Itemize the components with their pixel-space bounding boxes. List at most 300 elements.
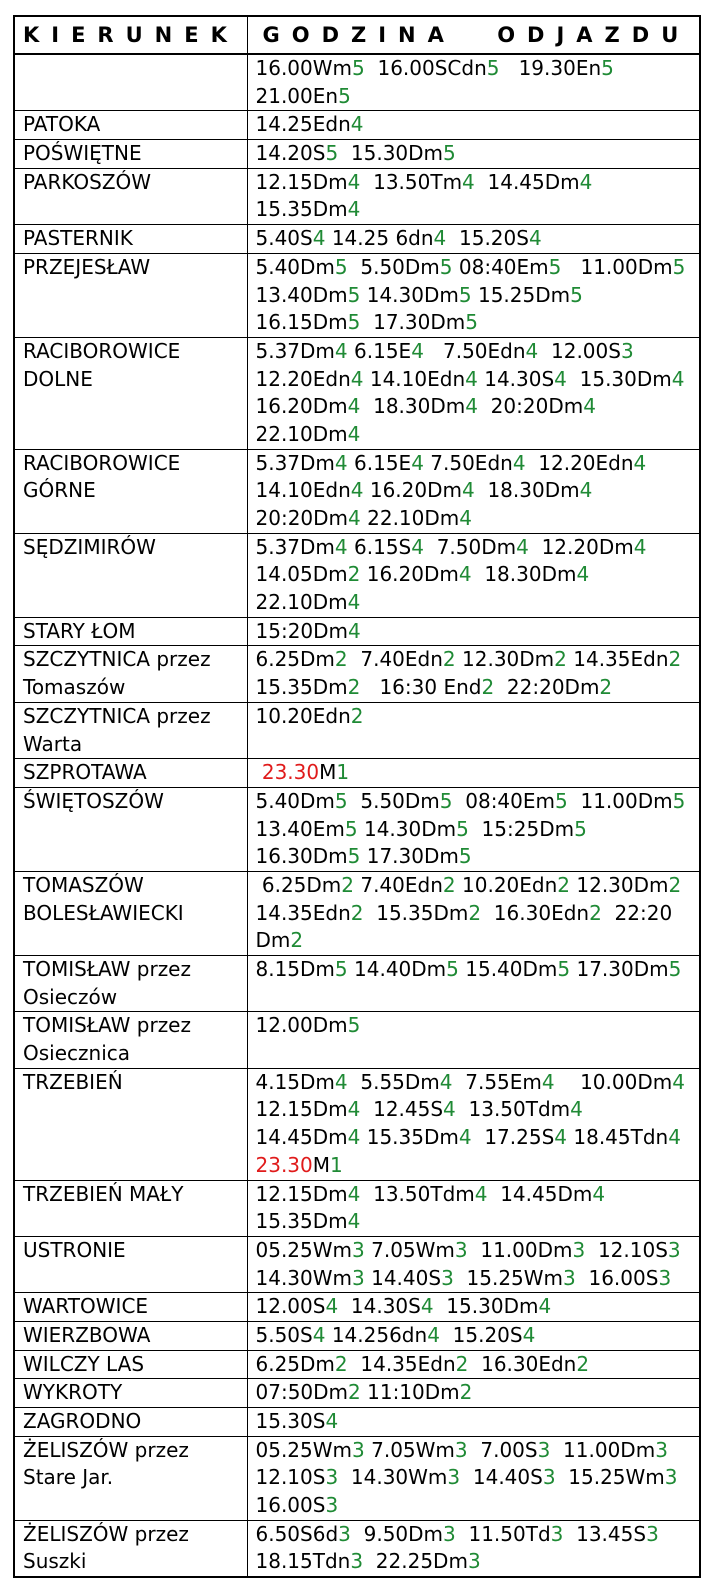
departure-time-text: 14.30S — [338, 1294, 421, 1319]
departure-time-text: 08:40Em — [452, 788, 556, 813]
route-number: 4 — [516, 534, 529, 559]
departure-times-line — [256, 816, 695, 844]
route-number: 4 — [350, 478, 364, 503]
departure-time-text: 16.00Wm — [255, 56, 353, 80]
departure-times-cell — [247, 140, 700, 169]
departure-time-text: 14.05Dm — [255, 562, 348, 587]
direction-cell — [14, 168, 247, 224]
direction-name: WIERZBOWA — [23, 1322, 151, 1347]
departure-times-line — [256, 366, 695, 394]
departure-time-text: 6.15E — [347, 450, 412, 475]
route-number: 4 — [325, 1409, 339, 1433]
direction-name: POŚWIĘTNE — [23, 141, 142, 166]
route-number: 4 — [427, 1322, 440, 1347]
departure-time-text: 6.25Dm — [255, 1351, 335, 1376]
departure-times-line — [256, 1181, 695, 1209]
departure-time-text: 5.40Dm — [255, 788, 335, 813]
departure-times-line — [256, 1521, 695, 1549]
direction-name: GÓRNE — [23, 478, 96, 503]
route-number: 2 — [442, 872, 456, 897]
timetable-row — [14, 1520, 700, 1577]
route-number: 3 — [620, 338, 634, 363]
direction-cell — [14, 449, 247, 533]
departure-times-line — [256, 703, 695, 731]
departure-time-text: 6.25Dm — [255, 872, 342, 897]
departure-times-cell — [247, 1293, 700, 1322]
direction-name: WYKROTY — [23, 1380, 123, 1405]
departure-time-text: 5.50Dm — [347, 788, 440, 813]
departure-time-text: 13.45S — [563, 1521, 647, 1546]
departure-time-text: 12.10S — [585, 1237, 668, 1262]
route-number: 3 — [352, 1265, 365, 1290]
route-number: 4 — [334, 1069, 348, 1094]
departure-time-text: 13.40Dm — [255, 282, 348, 307]
route-number: 4 — [347, 421, 361, 446]
departure-time-text: 11.00Dm — [567, 788, 673, 813]
departure-times-cell — [247, 1321, 700, 1350]
route-number: 4 — [348, 618, 361, 643]
highlighted-time: 23.30 — [261, 760, 320, 785]
route-number: 2 — [347, 562, 361, 587]
route-number: 4 — [347, 394, 361, 419]
route-number: 3 — [447, 1465, 461, 1490]
timetable-row — [14, 787, 700, 871]
departure-time-text: 12.00S — [255, 1294, 326, 1319]
departure-times-line — [256, 1208, 695, 1236]
departure-time-text: 15:20Dm — [255, 618, 349, 643]
departure-time-text: 6.25Dm — [255, 647, 335, 672]
departure-time-text: 15:25Dm — [468, 816, 575, 841]
departure-time-text: 15.25Dm — [471, 282, 571, 307]
route-number: 2 — [557, 872, 571, 897]
header-direction: KIERUNEK — [14, 16, 247, 54]
timetable-row — [14, 1068, 700, 1180]
departure-times-line — [256, 505, 695, 533]
departure-time-text: 14.40Dm — [347, 957, 447, 981]
route-number: 3 — [467, 1549, 481, 1574]
route-number: 4 — [312, 1322, 326, 1347]
direction-cell — [14, 1520, 247, 1577]
route-number: 4 — [668, 1125, 681, 1150]
route-number: 2 — [459, 1380, 473, 1405]
direction-cell — [14, 337, 247, 449]
route-number: 4 — [576, 562, 590, 587]
route-number: 4 — [522, 1322, 536, 1347]
departure-time-text: 15.20S — [439, 1322, 523, 1347]
route-number: 4 — [348, 506, 361, 530]
departure-times-line — [256, 338, 695, 366]
timetable-row — [14, 140, 700, 169]
departure-time-text: 5.37Dm — [255, 338, 335, 363]
timetable-row — [14, 617, 700, 646]
departure-time-text: 18.30Dm — [471, 562, 577, 587]
direction-name: Osiecznica — [23, 1041, 131, 1066]
departure-times-line — [256, 196, 695, 224]
direction-name: WARTOWICE — [23, 1294, 149, 1319]
route-number: 5 — [334, 957, 348, 981]
route-number: 2 — [442, 647, 456, 672]
departure-time-text: 14.30Wm — [338, 1465, 448, 1490]
departure-time-text: 16.20Dm — [255, 394, 348, 419]
route-number: 4 — [462, 169, 475, 194]
departure-time-text: 22.10Dm — [255, 590, 348, 615]
route-number: 4 — [583, 394, 596, 419]
route-number: 4 — [672, 1069, 685, 1094]
direction-name: Warta — [23, 731, 83, 756]
departure-time-text: 7.40Edn — [347, 647, 443, 672]
departure-times-line — [256, 421, 695, 449]
route-number: 2 — [350, 900, 364, 925]
route-number: 3 — [338, 1521, 351, 1546]
departure-times-cell — [247, 1236, 700, 1292]
departure-time-text: 22.10Dm — [255, 421, 348, 446]
departure-time-text: 14.256dn — [325, 1322, 428, 1347]
direction-cell — [14, 140, 247, 169]
route-number: 3 — [352, 1437, 365, 1462]
direction-name: USTRONIE — [23, 1237, 126, 1262]
route-number: 4 — [525, 338, 539, 363]
direction-name: SĘDZIMIRÓW — [23, 534, 156, 559]
departure-times-cell — [247, 1350, 700, 1379]
departure-time-text: 6.15E — [347, 338, 412, 363]
direction-name: RACIBOROWICE — [23, 338, 181, 363]
departure-time-text: 22.10Dm — [360, 506, 460, 530]
direction-cell — [14, 1068, 247, 1180]
departure-times-line — [256, 225, 695, 253]
departure-time-text: 5.40S — [255, 226, 313, 251]
departure-time-text: 18.45Tdn — [567, 1125, 669, 1150]
timetable-row — [14, 1321, 700, 1350]
route-number: 3 — [542, 1465, 556, 1490]
departure-time-text: 7.05Wm — [364, 1237, 455, 1262]
route-number: 4 — [538, 1294, 552, 1319]
direction-cell — [14, 871, 247, 955]
route-number: 5 — [672, 254, 686, 279]
direction-cell — [14, 111, 247, 140]
departure-time-text: 16.20Dm — [363, 478, 462, 503]
departure-times-line — [256, 1408, 695, 1436]
route-number: 5 — [458, 282, 472, 307]
route-number: 4 — [633, 450, 647, 475]
timetable-row — [14, 168, 700, 224]
departure-time-text: 15.35Dm — [255, 675, 348, 700]
route-number: 4 — [347, 1125, 361, 1150]
departure-times-line — [256, 1152, 695, 1180]
departure-time-text: 17.30Dm — [570, 957, 669, 981]
departure-time-text: 14.35Edn — [566, 647, 669, 672]
route-number: 3 — [664, 1465, 678, 1490]
route-number: 4 — [474, 1181, 488, 1206]
departure-time-text: 07:50Dm — [255, 1380, 349, 1405]
departure-time-text: 18.30Dm — [474, 478, 580, 503]
departure-times-cell — [247, 225, 700, 254]
route-number: 2 — [347, 675, 361, 700]
departure-times-cell — [247, 956, 700, 1012]
direction-cell — [14, 1436, 247, 1520]
departure-times-cell — [247, 787, 700, 871]
departure-time-text: 14.25 6dn — [325, 226, 434, 251]
departure-time-text: 11.50Td — [455, 1521, 551, 1546]
departure-times-line — [256, 843, 695, 871]
departure-time-text: 17.25S — [471, 1125, 555, 1150]
route-number: 5 — [439, 254, 453, 279]
timetable-header — [14, 16, 700, 54]
route-number: 3 — [658, 1265, 672, 1290]
route-number: 4 — [350, 366, 364, 391]
departure-time-text: 10.20Edn — [255, 703, 351, 728]
route-number: 4 — [512, 450, 526, 475]
direction-name: SZPROTAWA — [23, 760, 147, 785]
departure-time-text: 15.35Dm — [255, 1209, 348, 1234]
departure-times-line — [256, 1379, 695, 1407]
departure-time-text: 16:30 End — [360, 675, 482, 700]
departure-time-text: 6.15S — [347, 534, 412, 559]
departure-times-line — [256, 83, 695, 111]
route-number: 4 — [462, 478, 475, 503]
direction-cell — [14, 253, 247, 337]
departure-time-text: 16.00S — [575, 1265, 659, 1290]
route-number: 4 — [554, 366, 567, 391]
route-number: 5 — [347, 282, 361, 307]
timetable-row — [14, 1350, 700, 1379]
route-number: 4 — [439, 1069, 453, 1094]
departure-times-cell — [247, 1379, 700, 1408]
departure-time-text: 9.50Dm — [350, 1521, 444, 1546]
departure-times-line — [256, 534, 695, 562]
departure-time-text: 12.00Dm — [255, 1013, 348, 1038]
departure-time-text: 10.00Dm — [554, 1069, 673, 1094]
departure-time-text: 14.30Dm — [357, 816, 457, 841]
route-number: 4 — [592, 1181, 606, 1206]
timetable-row — [14, 337, 700, 449]
departure-time-text: 15.30Dm — [566, 366, 672, 391]
departure-time-text: 15.30Dm — [338, 141, 444, 166]
departure-time-text: 15.25Wm — [453, 1265, 564, 1290]
departure-time-text: 05.25Wm — [255, 1437, 353, 1462]
direction-cell — [14, 533, 247, 617]
departure-time-text: M — [319, 760, 337, 785]
direction-name: PRZEJESŁAW — [23, 254, 151, 279]
route-number: 5 — [458, 844, 472, 869]
departure-time-text: 11.00Dm — [467, 1237, 573, 1262]
departure-time-text: 12.30Dm — [570, 872, 669, 897]
route-number: 2 — [348, 1380, 361, 1405]
direction-cell — [14, 225, 247, 254]
departure-time-text: 12.15Dm — [255, 169, 348, 194]
departure-times-line — [256, 646, 695, 674]
route-number: 4 — [347, 1209, 361, 1234]
route-number: 2 — [468, 900, 482, 925]
departure-times-line — [256, 1322, 695, 1350]
departure-time-text: Dm — [255, 928, 291, 953]
departure-time-text: 12.10S — [255, 1465, 326, 1490]
departure-time-text: 16.00S — [255, 1493, 326, 1518]
route-number: 5 — [486, 56, 500, 80]
route-number: 5 — [347, 310, 361, 335]
departure-times-cell — [247, 871, 700, 955]
departure-times-line — [256, 1069, 695, 1097]
route-number: 5 — [672, 788, 686, 813]
departure-time-text: 5.40Dm — [255, 254, 335, 279]
route-number: 2 — [668, 647, 682, 672]
departure-times-cell — [247, 1408, 700, 1437]
direction-cell — [14, 54, 247, 111]
departure-times-line — [256, 111, 695, 139]
route-number: 1 — [330, 1152, 343, 1177]
timetable-row — [14, 1436, 700, 1520]
route-number: 4 — [350, 112, 364, 137]
direction-cell — [14, 787, 247, 871]
departure-time-text: 16.20Dm — [360, 562, 459, 587]
departure-time-text: 14.35Edn — [255, 900, 351, 925]
departure-times-line — [256, 309, 695, 337]
route-number: 5 — [557, 957, 571, 981]
header-row — [14, 16, 700, 54]
direction-name: Osieczów — [23, 984, 118, 1009]
departure-time-text: 14.30Dm — [360, 282, 459, 307]
direction-cell — [14, 702, 247, 758]
departure-times-line — [256, 1124, 695, 1152]
timetable-row — [14, 533, 700, 617]
route-number: 5 — [347, 844, 361, 869]
route-number: 5 — [570, 282, 583, 307]
departure-time-text: 17.30Dm — [360, 844, 459, 869]
route-number: 2 — [668, 872, 682, 897]
route-number: 3 — [350, 1549, 364, 1574]
departure-times-line — [256, 561, 695, 589]
departure-time-text: 6.50S6d — [255, 1521, 339, 1546]
departure-time-text: 12.20Edn — [525, 450, 634, 475]
departure-time-text: 10.20Edn — [455, 872, 558, 897]
departure-time-text: 13.40Em — [255, 816, 345, 841]
departure-times-cell — [247, 54, 700, 111]
route-number: 4 — [458, 562, 472, 587]
departure-time-text: 14.40S — [460, 1465, 543, 1490]
route-number: 5 — [334, 788, 348, 813]
route-number: 5 — [338, 83, 351, 108]
route-number: 1 — [336, 760, 350, 785]
departure-time-text: 14.45Dm — [255, 1125, 348, 1150]
departure-time-text: 20:20Dm — [255, 506, 349, 530]
departure-time-text: 22:20Dm — [494, 675, 600, 700]
route-number: 2 — [455, 1351, 469, 1376]
route-number: 4 — [633, 534, 647, 559]
direction-cell — [14, 1379, 247, 1408]
route-number: 5 — [668, 957, 682, 981]
route-number: 4 — [671, 366, 685, 391]
direction-name: Tomaszów — [23, 675, 126, 700]
departure-times-line — [256, 900, 695, 928]
departure-time-text: 12.45S — [360, 1097, 444, 1122]
route-number: 4 — [465, 366, 478, 391]
departure-times-line — [256, 788, 695, 816]
direction-name: RACIBOROWICE — [23, 450, 181, 475]
departure-time-text: 7.50Dm — [423, 534, 517, 559]
direction-name: STARY ŁOM — [23, 618, 136, 643]
direction-name: ŚWIĘTOSZÓW — [23, 788, 164, 813]
departure-time-text: 18.30Dm — [360, 394, 466, 419]
route-number: 3 — [443, 1521, 456, 1546]
direction-cell — [14, 617, 247, 646]
departure-time-text: 16.15Dm — [255, 310, 348, 335]
departure-times-cell — [247, 449, 700, 533]
direction-cell — [14, 1350, 247, 1379]
direction-cell — [14, 1236, 247, 1292]
route-number: 3 — [537, 1437, 551, 1462]
departure-time-text: 13.50Tdm — [455, 1097, 571, 1122]
timetable-body — [14, 54, 700, 1577]
departure-time-text: 11:10Dm — [360, 1380, 460, 1405]
route-number: 4 — [458, 1125, 472, 1150]
direction-name: DOLNE — [23, 366, 93, 391]
route-number: 2 — [589, 900, 602, 925]
route-number: 4 — [554, 1125, 568, 1150]
departure-times-line — [256, 1437, 695, 1465]
departure-times-line — [256, 1548, 695, 1576]
direction-cell — [14, 956, 247, 1012]
route-number: 3 — [550, 1521, 564, 1546]
departure-times-line — [256, 55, 695, 83]
route-number: 3 — [325, 1465, 339, 1490]
direction-name: ZAGRODNO — [23, 1409, 142, 1433]
departure-times-cell — [247, 702, 700, 758]
timetable-row — [14, 956, 700, 1012]
route-number: 4 — [411, 534, 424, 559]
route-number: 4 — [347, 1181, 361, 1206]
route-number: 3 — [454, 1237, 468, 1262]
departure-time-text: 4.15Dm — [255, 1069, 335, 1094]
direction-name: TRZEBIEŃ MAŁY — [23, 1181, 184, 1206]
departure-times-line — [256, 1464, 695, 1492]
route-number: 4 — [541, 1069, 555, 1094]
departure-timetable — [13, 15, 701, 1578]
direction-name: TOMISŁAW przez — [23, 957, 191, 981]
departure-time-text: 14.30Wm — [255, 1265, 353, 1290]
route-number: 5 — [325, 141, 339, 166]
departure-times-cell — [247, 617, 700, 646]
route-number: 3 — [441, 1265, 454, 1290]
departure-time-text: 15.25Wm — [555, 1465, 665, 1490]
departure-time-text: 19.30En — [499, 56, 602, 80]
route-number: 2 — [334, 647, 348, 672]
departure-time-text: 5.50Dm — [347, 254, 440, 279]
departure-time-text: 15.35Dm — [360, 1125, 459, 1150]
departure-times-line — [256, 450, 695, 478]
departure-time-text: 7.50Edn — [423, 338, 526, 363]
departure-times-cell — [247, 533, 700, 617]
direction-cell — [14, 1321, 247, 1350]
departure-time-text: 15.35Dm — [363, 900, 469, 925]
route-number: 3 — [572, 1237, 586, 1262]
route-number: 5 — [555, 788, 568, 813]
departure-times-line — [256, 1012, 695, 1040]
departure-time-text: 15.40Dm — [458, 957, 558, 981]
timetable-row — [14, 871, 700, 955]
direction-cell — [14, 1012, 247, 1068]
timetable-row — [14, 646, 700, 702]
departure-times-line — [256, 759, 695, 787]
departure-times-cell — [247, 1180, 700, 1236]
departure-times-line — [256, 1265, 695, 1293]
direction-name: Suszki — [23, 1549, 87, 1574]
departure-time-text: 14.35Edn — [347, 1351, 456, 1376]
direction-name: TOMASZÓW — [23, 872, 144, 897]
route-number: 4 — [347, 1097, 361, 1122]
route-number: 4 — [334, 338, 348, 363]
departure-times-cell — [247, 253, 700, 337]
departure-times-cell — [247, 111, 700, 140]
departure-time-text: 7.00S — [467, 1437, 538, 1462]
